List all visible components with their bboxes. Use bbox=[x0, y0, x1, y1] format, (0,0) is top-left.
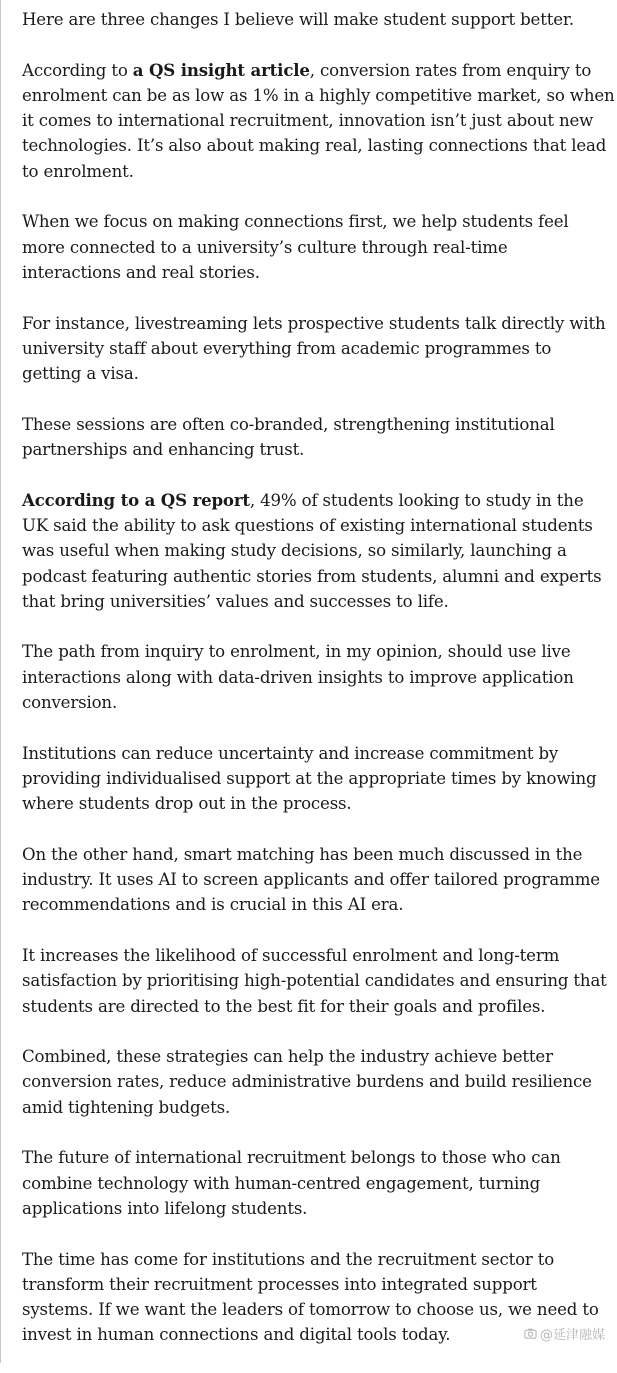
paragraph bbox=[22, 639, 617, 715]
text-line: partnerships and enhancing trust. bbox=[22, 440, 305, 460]
text-line: enrolment can be as low as 1% in a highly competitive market, so when bbox=[22, 85, 615, 105]
text-line: conversion rates, reduce administrative burdens and build resilience bbox=[22, 1072, 592, 1092]
text-line: getting a visa. bbox=[22, 364, 139, 384]
text-line: to enrolment. bbox=[22, 161, 134, 181]
text-line: combine technology with human-centred engagement, turning bbox=[22, 1173, 541, 1193]
text-line: When we focus on making connections first, we help students feel bbox=[22, 212, 569, 232]
text-line: where students drop out in the process. bbox=[22, 794, 352, 814]
text-line: Combined, these strategies can help the industry achieve better bbox=[22, 1047, 553, 1067]
text-line: transform their recruitment processes into integrated support bbox=[22, 1274, 537, 1294]
text-line: On the other hand, smart matching has been much discussed in the bbox=[22, 844, 583, 864]
text-line: podcast featuring authentic stories from students, alumni and experts bbox=[22, 566, 602, 586]
text-line: The future of international recruitment belongs to those who can bbox=[22, 1148, 561, 1168]
text-line: The time has come for institutions and the recruitment sector to bbox=[22, 1249, 555, 1269]
text-line: invest in human connections and digital tools today. bbox=[22, 1325, 451, 1345]
text-line-segment: , 49% of students looking to study in the bbox=[249, 490, 584, 510]
text-line: The path from inquiry to enrolment, in my opinion, should use live bbox=[22, 642, 571, 662]
article-body bbox=[22, 7, 617, 1373]
text-line: recommendations and is crucial in this AI era. bbox=[22, 895, 404, 915]
paragraph bbox=[22, 842, 617, 918]
paragraph bbox=[22, 209, 617, 285]
paragraph bbox=[22, 311, 617, 387]
text-line: conversion. bbox=[22, 693, 118, 713]
text-line: systems. If we want the leaders of tomorrow to choose us, we need to bbox=[22, 1300, 599, 1320]
text-line: it comes to international recruitment, innovation isn’t just about new bbox=[22, 111, 594, 131]
bold-link-text[interactable]: According to a QS report bbox=[22, 489, 250, 510]
text-line: UK said the ability to ask questions of existing international students bbox=[22, 515, 593, 535]
paragraph bbox=[22, 741, 617, 817]
bold-link-text[interactable]: a QS insight article bbox=[132, 59, 310, 80]
camera-icon bbox=[524, 1327, 537, 1340]
watermark-text: @延津融媒 bbox=[539, 1328, 605, 1343]
text-line: satisfaction by prioritising high-potential candidates and ensuring that bbox=[22, 971, 607, 991]
text-line: industry. It uses AI to screen applicants and offer tailored programme bbox=[22, 870, 600, 890]
paragraph bbox=[22, 1044, 617, 1120]
text-line: applications into lifelong students. bbox=[22, 1198, 308, 1218]
paragraph bbox=[22, 488, 617, 614]
text-line: was useful when making study decisions, so similarly, launching a bbox=[22, 541, 567, 561]
paragraph bbox=[22, 7, 617, 32]
text-line: Institutions can reduce uncertainty and increase commitment by bbox=[22, 743, 559, 763]
paragraph bbox=[22, 412, 617, 463]
text-line: These sessions are often co-branded, strengthening institutional bbox=[22, 414, 555, 434]
text-line: interactions and real stories. bbox=[22, 262, 260, 282]
paragraph bbox=[22, 58, 617, 184]
text-line: It increases the likelihood of successful enrolment and long-term bbox=[22, 945, 560, 965]
watermark bbox=[524, 1324, 605, 1343]
text-line: more connected to a university’s culture through real-time bbox=[22, 237, 508, 257]
text-line: interactions along with data-driven insights to improve application bbox=[22, 667, 574, 687]
text-line: university staff about everything from academic programmes to bbox=[22, 338, 552, 358]
text-line: Here are three changes I believe will make student support better. bbox=[22, 10, 574, 29]
paragraph bbox=[22, 943, 617, 1019]
text-line: that bring universities’ values and successes to life. bbox=[22, 591, 449, 611]
text-line: amid tightening budgets. bbox=[22, 1097, 231, 1117]
text-line-segment: , conversion rates from enquiry to bbox=[309, 60, 592, 80]
text-line: technologies. It’s also about making real, lasting connections that lead bbox=[22, 136, 607, 156]
text-line-segment: According to bbox=[22, 60, 133, 80]
text-line: students are directed to the best fit for their goals and profiles. bbox=[22, 996, 546, 1016]
text-line: providing individualised support at the appropriate times by knowing bbox=[22, 768, 597, 788]
text-line: For instance, livestreaming lets prospective students talk directly with bbox=[22, 313, 606, 333]
paragraph bbox=[22, 1145, 617, 1221]
